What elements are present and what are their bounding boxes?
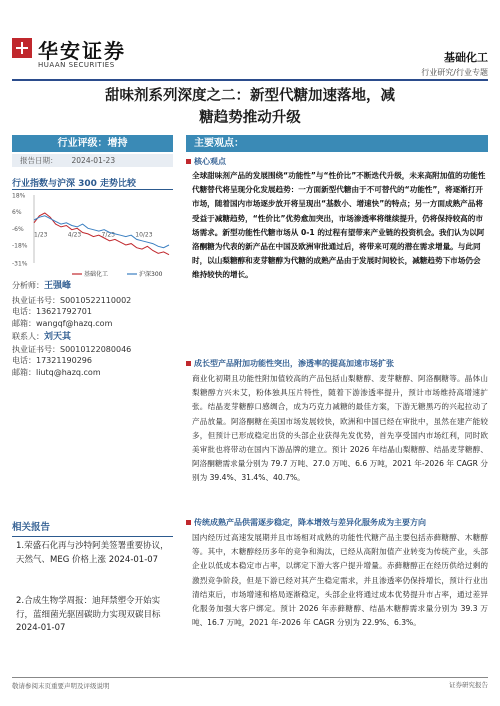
legend-label: 沪深300 [139,271,163,278]
y-tick-label: 6% [12,209,22,217]
cert-number: S0010522110002 [60,295,132,305]
cert-label: 执业证书号： [12,344,60,354]
section-2-label: 传统成熟产品供需逐步稳定，降本增效与差异化服务成为主要方向 [194,518,426,527]
report-date: 2024-01-23 [71,156,116,165]
date-label: 报告日期： [20,156,58,165]
section-1-label: 成长型产品附加功能性突出，渗透率的提高加速市场扩张 [194,359,394,368]
x-tick-label: 10/23 [135,231,153,239]
legend-label: 基础化工 [84,271,109,278]
related-reports-heading: 相关报告 [12,520,173,537]
email-label: 邮箱： [12,318,36,328]
bullet-marker [186,520,191,525]
bullet-marker [186,361,191,366]
logo-mark [12,38,32,58]
email-link[interactable]: wangqf@hazq.com [36,318,113,328]
contact-name: 刘天其 [44,332,72,342]
chart-title-rule [12,189,173,190]
y-tick-label: 18% [12,192,26,200]
footer-page-mark: 证券研究报告 [449,681,488,689]
cert-label: 执业证书号： [12,295,60,305]
sector-label: 基础化工 [444,51,488,64]
logo-subtitle: HUAAN SECURITIES [38,61,115,69]
report-date-row [12,154,173,167]
bullet-marker [186,159,191,164]
main-points-heading: 主要观点： [186,135,488,152]
analyst-name: 王强峰 [44,281,72,291]
industry-rating: 行业评级：增持 [12,135,173,152]
report-title [10,85,490,129]
phone-number: 13621792701 [36,307,92,316]
footer-disclaimer: 敬请参阅末页重要声明及评级说明 [12,682,110,690]
contact-role: 联系人： [12,332,44,341]
x-tick-label: 7/23 [101,231,115,239]
x-tick-label: 4/23 [67,231,82,239]
y-tick-label: -31% [12,260,28,268]
cert-number: S0010122080046 [60,344,132,354]
email-label: 邮箱： [12,367,36,377]
section-2-body: 国内经历过高速发展期并且市场相对成熟的功能性代糖产品主要包括赤藓糖醇、木糖醇等。其中，木糖醇经历多年的竞争和淘汰，已经从高附加值产业转变为传统产业，头部企业以低成本稳定市占率，以绑定下游大客户提升增量。赤藓糖醇正在经历供给过剩的激烈竞争阶段，但是下游已经对其产生稳定需求，并且渗透率仍保持增长，预计行业出清结束后，市场增速和格局逐渐稳定，头部企业将通过成本优势提升市占率，通过差异化服务加强大客户绑定。预计 2026 年赤藓糖醇、结晶木糖醇需求量分别为 39.3 万吨、16.7 万吨，2021 年-2026 年 CAGR 分别为 22.9%、6.3%。 [192,533,488,628]
core-view-label: 核心观点 [194,157,226,166]
email-link[interactable]: liutq@hazq.com [36,367,101,377]
title-line-2: 糖趋势推动升级 [199,109,301,126]
index-comparison-chart [12,191,173,281]
chart-title: 行业指数与沪深 300 走势比较 [12,179,137,189]
x-tick-label: 1/23 [34,231,48,239]
section-1-body: 商业化初期且功能性附加值较高的产品包括山梨糖醇、麦芽糖醇、阿洛酮糖等。晶体山梨糖醇方兴未艾，粉体独具压片特性，随着下游渗透率提升，预计市场维持高增速扩张。结晶麦芽糖醇口感绸合，成为巧克力减糖的最佳方案，下游无糖黑巧的兴起拉动了产品放量。阿洛酮糖在美国市场发展较快，欧洲和中国已经在审批中，虽然在建产能较多，但预计已形成稳定出货的头部企业获得先发优势，首先享受国内市场红利，同时欧美审批也将带动在国内下游品牌的建立。预计 2026 年结晶山梨糖醇、结晶麦芽糖醇、阿洛酮糖需求量分别为 79.7 万吨、27.0 万吨、6.6 万吨，2021 年-2026 年 CAGR 分别为 39.4%、31.4%、40.7%。 [192,374,488,483]
header-divider [12,79,488,81]
logo-text: 华安证券 [38,39,126,63]
y-tick-label: -18% [12,242,28,250]
title-line-1: 甜味剂系列深度之二：新型代糖加速落地，减 [105,87,395,104]
section-1-heading [186,358,394,369]
section-2-heading [186,517,426,528]
core-view-heading [186,156,226,167]
related-report-item[interactable]: 2.合成生物学周报：迪拜禁塑令开始实行，蓝细菌光驱固碳助力实现双碳目标 2024-01-07 [16,596,161,633]
analyst-role: 分析师： [12,281,44,290]
phone-label: 电话： [12,356,36,365]
footer-divider [12,677,488,678]
related-report-item[interactable]: 1.荣盛石化再与沙特阿美签署重要协议，天然气、MEG 价格上涨 2024-01-07 [16,541,169,565]
phone-number: 17321190296 [36,356,92,365]
core-view-summary: 全球甜味剂产品的发展围绕“功能性”与“性价比”不断迭代升级，未来高附加值的功能性代糖替代将呈现分化发展趋势：一方面新型代糖由于不可替代的“功能性”，将逐渐打开市场，随着国内市场逐步放开将呈现出“基数小、增速快”的特点；另一方面成熟产品将受益于减糖趋势，“性价比”优势愈加突出，市场渗透率将继续提升，仍将保持较高的市场需求。新型功能性代糖市场从 0-1 的过程有望带来产业链的投资机会。我们认为以阿洛酮糖为代表的新产品在中国及欧洲审批通过后，将带来可观的潜在需求增量。与此同时，以山梨糖醇和麦芽糖醇为代糖的成熟产品由于发展时间较长，减糖趋势下市场仍会维持较快的增长。 [192,171,486,280]
y-tick-label: -6% [12,225,24,233]
report-type: 行业研究/行业专题 [421,68,488,77]
analyst-block [12,280,177,378]
phone-label: 电话： [12,307,36,316]
